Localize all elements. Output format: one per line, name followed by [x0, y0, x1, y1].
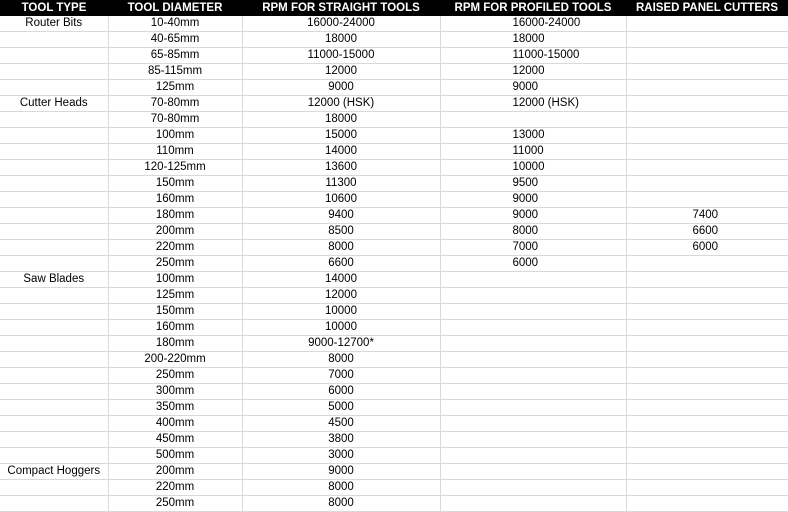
tool-diameter-cell: 180mm: [108, 336, 242, 352]
raised-panel-cell: [626, 336, 788, 352]
tool-type-cell: [0, 208, 108, 224]
tool-type-cell: Saw Blades: [0, 272, 108, 288]
tool-diameter-cell: 70-80mm: [108, 112, 242, 128]
rpm-profiled-cell: 6000: [440, 256, 626, 272]
table-row: [0, 32, 788, 48]
tool-diameter-cell: 200-220mm: [108, 352, 242, 368]
tool-type-cell: [0, 432, 108, 448]
rpm-straight-cell: 9400: [242, 208, 440, 224]
rpm-profiled-cell: 16000-24000: [440, 16, 626, 32]
table-body: [0, 16, 788, 512]
rpm-straight-cell: 8000: [242, 480, 440, 496]
rpm-straight-cell: 13600: [242, 160, 440, 176]
raised-panel-cell: 6000: [626, 240, 788, 256]
tool-diameter-cell: 200mm: [108, 224, 242, 240]
rpm-profiled-cell: [440, 480, 626, 496]
rpm-profiled-cell: 12000 (HSK): [440, 96, 626, 112]
raised-panel-cell: [626, 144, 788, 160]
table-row: [0, 112, 788, 128]
tool-diameter-cell: 450mm: [108, 432, 242, 448]
tool-diameter-cell: 160mm: [108, 192, 242, 208]
table-row: [0, 480, 788, 496]
tool-diameter-cell: 85-115mm: [108, 64, 242, 80]
rpm-profiled-cell: [440, 384, 626, 400]
rpm-straight-cell: 18000: [242, 112, 440, 128]
rpm-profiled-cell: 9000: [440, 208, 626, 224]
rpm-straight-cell: 12000: [242, 288, 440, 304]
tool-type-cell: [0, 320, 108, 336]
rpm-straight-cell: 6000: [242, 384, 440, 400]
tool-diameter-cell: 70-80mm: [108, 96, 242, 112]
rpm-profiled-cell: [440, 416, 626, 432]
rpm-straight-cell: 9000-12700*: [242, 336, 440, 352]
tool-type-cell: Compact Hoggers: [0, 464, 108, 480]
table-row: [0, 48, 788, 64]
rpm-profiled-cell: [440, 304, 626, 320]
table-header: [0, 0, 788, 16]
rpm-straight-cell: 11000-15000: [242, 48, 440, 64]
tool-diameter-cell: 250mm: [108, 496, 242, 512]
header-rpm-straight: RPM FOR STRAIGHT TOOLS: [242, 0, 440, 16]
tool-diameter-cell: 65-85mm: [108, 48, 242, 64]
header-tool-diameter: TOOL DIAMETER: [108, 0, 242, 16]
tool-diameter-cell: 125mm: [108, 80, 242, 96]
tool-type-cell: Cutter Heads: [0, 96, 108, 112]
rpm-straight-cell: 12000 (HSK): [242, 96, 440, 112]
tool-type-cell: [0, 176, 108, 192]
table-row: [0, 384, 788, 400]
rpm-straight-cell: 9000: [242, 464, 440, 480]
rpm-profiled-cell: [440, 352, 626, 368]
raised-panel-cell: [626, 448, 788, 464]
table-row: [0, 464, 788, 480]
raised-panel-cell: [626, 64, 788, 80]
raised-panel-cell: [626, 80, 788, 96]
table-row: [0, 432, 788, 448]
tool-diameter-cell: 150mm: [108, 304, 242, 320]
rpm-profiled-cell: [440, 336, 626, 352]
rpm-profiled-cell: [440, 368, 626, 384]
tool-diameter-cell: 160mm: [108, 320, 242, 336]
raised-panel-cell: 7400: [626, 208, 788, 224]
tool-type-cell: [0, 336, 108, 352]
rpm-straight-cell: 8000: [242, 240, 440, 256]
tool-diameter-cell: 100mm: [108, 272, 242, 288]
rpm-straight-cell: 3000: [242, 448, 440, 464]
rpm-straight-cell: 11300: [242, 176, 440, 192]
raised-panel-cell: [626, 256, 788, 272]
raised-panel-cell: [626, 320, 788, 336]
rpm-straight-cell: 16000-24000: [242, 16, 440, 32]
rpm-profiled-cell: 9000: [440, 80, 626, 96]
tool-diameter-cell: 150mm: [108, 176, 242, 192]
raised-panel-cell: [626, 272, 788, 288]
raised-panel-cell: [626, 464, 788, 480]
rpm-profiled-cell: [440, 272, 626, 288]
tool-type-cell: [0, 32, 108, 48]
tool-type-cell: [0, 192, 108, 208]
raised-panel-cell: [626, 176, 788, 192]
rpm-straight-cell: 8000: [242, 496, 440, 512]
table-row: [0, 176, 788, 192]
raised-panel-cell: [626, 288, 788, 304]
table-row: [0, 368, 788, 384]
raised-panel-cell: [626, 352, 788, 368]
table-row: [0, 288, 788, 304]
raised-panel-cell: [626, 160, 788, 176]
tool-diameter-cell: 200mm: [108, 464, 242, 480]
tool-type-cell: [0, 448, 108, 464]
rpm-profiled-cell: 9500: [440, 176, 626, 192]
rpm-profiled-cell: [440, 112, 626, 128]
raised-panel-cell: [626, 304, 788, 320]
rpm-profiled-cell: 18000: [440, 32, 626, 48]
rpm-profiled-cell: [440, 432, 626, 448]
rpm-profiled-cell: [440, 464, 626, 480]
rpm-straight-cell: 10000: [242, 320, 440, 336]
tool-type-cell: [0, 480, 108, 496]
tool-type-cell: [0, 368, 108, 384]
table-row: [0, 208, 788, 224]
rpm-profiled-cell: 13000: [440, 128, 626, 144]
tool-diameter-cell: 500mm: [108, 448, 242, 464]
rpm-profiled-cell: 10000: [440, 160, 626, 176]
rpm-profiled-cell: 8000: [440, 224, 626, 240]
table-row: [0, 16, 788, 32]
table-row: [0, 400, 788, 416]
raised-panel-cell: [626, 32, 788, 48]
tool-diameter-cell: 125mm: [108, 288, 242, 304]
raised-panel-cell: [626, 400, 788, 416]
tool-type-cell: [0, 496, 108, 512]
table-row: [0, 416, 788, 432]
table-row: [0, 144, 788, 160]
tool-diameter-cell: 250mm: [108, 368, 242, 384]
rpm-profiled-cell: [440, 400, 626, 416]
rpm-straight-cell: 10000: [242, 304, 440, 320]
rpm-straight-cell: 12000: [242, 64, 440, 80]
raised-panel-cell: [626, 48, 788, 64]
table-row: [0, 80, 788, 96]
raised-panel-cell: [626, 128, 788, 144]
rpm-straight-cell: 10600: [242, 192, 440, 208]
rpm-straight-cell: 18000: [242, 32, 440, 48]
raised-panel-cell: [626, 16, 788, 32]
raised-panel-cell: [626, 432, 788, 448]
rpm-straight-cell: 8500: [242, 224, 440, 240]
header-rpm-profiled: RPM FOR PROFILED TOOLS: [440, 0, 626, 16]
tool-diameter-cell: 220mm: [108, 240, 242, 256]
raised-panel-cell: [626, 416, 788, 432]
tool-diameter-cell: 40-65mm: [108, 32, 242, 48]
raised-panel-cell: [626, 496, 788, 512]
tool-diameter-cell: 300mm: [108, 384, 242, 400]
table-row: [0, 192, 788, 208]
table-row: [0, 352, 788, 368]
rpm-profiled-cell: [440, 448, 626, 464]
table-row: [0, 304, 788, 320]
tool-type-cell: [0, 352, 108, 368]
raised-panel-cell: [626, 384, 788, 400]
rpm-profiled-cell: 9000: [440, 192, 626, 208]
raised-panel-cell: [626, 480, 788, 496]
tool-type-cell: [0, 304, 108, 320]
table-row: [0, 256, 788, 272]
table-row: [0, 128, 788, 144]
tool-diameter-cell: 110mm: [108, 144, 242, 160]
tool-type-cell: [0, 144, 108, 160]
table-row: [0, 64, 788, 80]
rpm-straight-cell: 9000: [242, 80, 440, 96]
raised-panel-cell: [626, 96, 788, 112]
table-row: [0, 240, 788, 256]
rpm-profiled-cell: [440, 496, 626, 512]
rpm-profiled-cell: 12000: [440, 64, 626, 80]
tool-type-cell: [0, 240, 108, 256]
tool-diameter-cell: 10-40mm: [108, 16, 242, 32]
table-row: [0, 224, 788, 240]
tool-type-cell: [0, 160, 108, 176]
rpm-profiled-cell: [440, 320, 626, 336]
raised-panel-cell: 6600: [626, 224, 788, 240]
tool-type-cell: [0, 288, 108, 304]
rpm-straight-cell: 4500: [242, 416, 440, 432]
rpm-profiled-cell: [440, 288, 626, 304]
tool-type-cell: [0, 416, 108, 432]
tool-type-cell: [0, 64, 108, 80]
table-row: [0, 448, 788, 464]
rpm-straight-cell: 14000: [242, 272, 440, 288]
tool-type-cell: Router Bits: [0, 16, 108, 32]
header-tool-type: TOOL TYPE: [0, 0, 108, 16]
header-raised-panel: RAISED PANEL CUTTERS: [626, 0, 788, 16]
tool-diameter-cell: 250mm: [108, 256, 242, 272]
table-row: [0, 320, 788, 336]
tool-diameter-cell: 350mm: [108, 400, 242, 416]
tool-type-cell: [0, 128, 108, 144]
tool-diameter-cell: 220mm: [108, 480, 242, 496]
rpm-straight-cell: 7000: [242, 368, 440, 384]
tool-type-cell: [0, 48, 108, 64]
rpm-straight-cell: 14000: [242, 144, 440, 160]
tool-type-cell: [0, 80, 108, 96]
header-row: [0, 0, 788, 16]
rpm-straight-cell: 6600: [242, 256, 440, 272]
raised-panel-cell: [626, 112, 788, 128]
tool-type-cell: [0, 384, 108, 400]
table-row: [0, 160, 788, 176]
tool-type-cell: [0, 400, 108, 416]
tool-type-cell: [0, 224, 108, 240]
tool-type-cell: [0, 256, 108, 272]
tool-diameter-cell: 100mm: [108, 128, 242, 144]
rpm-straight-cell: 5000: [242, 400, 440, 416]
table-row: [0, 496, 788, 512]
raised-panel-cell: [626, 368, 788, 384]
raised-panel-cell: [626, 192, 788, 208]
tool-diameter-cell: 400mm: [108, 416, 242, 432]
rpm-profiled-cell: 7000: [440, 240, 626, 256]
rpm-profiled-cell: 11000-15000: [440, 48, 626, 64]
table-row: [0, 272, 788, 288]
tool-type-cell: [0, 112, 108, 128]
table-row: [0, 96, 788, 112]
tool-diameter-cell: 120-125mm: [108, 160, 242, 176]
tool-diameter-cell: 180mm: [108, 208, 242, 224]
rpm-straight-cell: 8000: [242, 352, 440, 368]
table-row: [0, 336, 788, 352]
rpm-straight-cell: 3800: [242, 432, 440, 448]
rpm-profiled-cell: 11000: [440, 144, 626, 160]
rpm-straight-cell: 15000: [242, 128, 440, 144]
